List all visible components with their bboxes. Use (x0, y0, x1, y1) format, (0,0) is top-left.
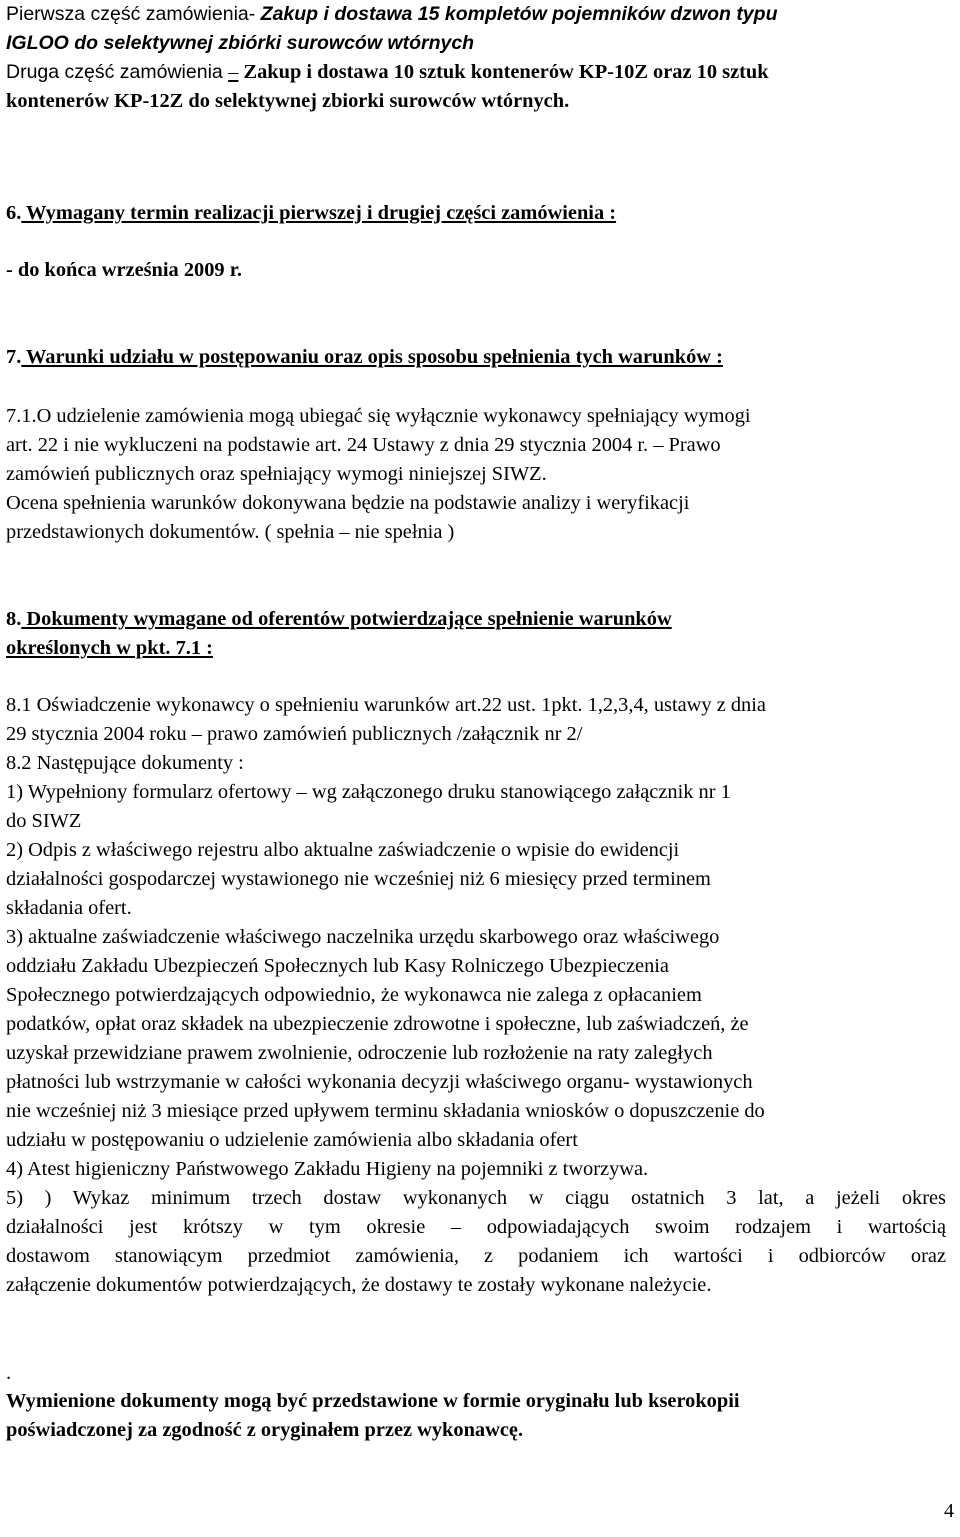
section8-heading-line-1 (6, 605, 946, 634)
item5-line: działalności jest krótszy w tym okresie – odpowiadających swoim rodzajem i wartością (6, 1216, 946, 1238)
section8-line: 8.2 Następujące dokumenty : (6, 752, 244, 774)
order-parts-header (6, 0, 946, 116)
item5-line: dostawom stanowiącym przedmiot zamówienia, z podaniem ich wartości i odbiorców oraz (6, 1245, 946, 1267)
section7-line: art. 22 i nie wykluczeni na podstawie art. 24 Ustawy z dnia 29 stycznia 2004 r. – Prawo (6, 434, 721, 456)
closing-note (6, 1387, 946, 1445)
part2-dash: – (228, 61, 239, 83)
section8-line: oddziału Zakładu Ubezpieczeń Społecznych lub Kasy Rolniczego Ubezpieczenia (6, 955, 669, 977)
section8-line: płatności lub wstrzymanie w całości wykonania decyzji właściwego organu- wystawionych (6, 1071, 753, 1093)
section8-number: 8. (6, 608, 22, 630)
page-number: 4 (944, 1500, 954, 1522)
section8-heading-line-2: określonych w pkt. 7.1 : (6, 637, 213, 659)
section8-heading (6, 605, 946, 663)
section8-line: 8.1 Oświadczenie wykonawcy o spełnieniu warunków art.22 ust. 1pkt. 1,2,3,4, ustawy z dnia (6, 694, 766, 716)
section8-line: działalności gospodarczej wystawionego nie wcześniej niż 6 miesięcy przed terminem (6, 868, 711, 890)
section6-heading (6, 199, 946, 228)
part1-line-1 (6, 0, 946, 29)
section8-body (6, 691, 946, 1300)
section8-line: udziału w postępowaniu o udzielenie zamówienia albo składania ofert (6, 1129, 578, 1151)
section7-number: 7. (6, 346, 22, 368)
item5-line: 5) ) Wykaz minimum trzech dostaw wykonanych w ciągu ostatnich 3 lat, a jeżeli okres (6, 1187, 946, 1209)
section8-line: do SIWZ (6, 810, 82, 832)
section8-line: 3) aktualne zaświadczenie właściwego naczelnika urzędu skarbowego oraz właściwego (6, 926, 720, 948)
item5-line: załączenie dokumentów potwierdzających, że dostawy te zostały wykonane należycie. (6, 1274, 712, 1296)
section6-deadline: - do końca września 2009 r. (6, 259, 243, 281)
section8-line: uzyskał przewidziane prawem zwolnienie, odroczenie lub rozłożenie na raty zaległych (6, 1042, 713, 1064)
section8-line: Społecznego potwierdzających odpowiednio, że wykonawca nie zalega z opłacaniem (6, 984, 702, 1006)
section8-line: 4) Atest higieniczny Państwowego Zakładu Higieny na pojemniki z tworzywa. (6, 1158, 649, 1180)
part2-label: Druga część zamówienia (6, 61, 229, 83)
section8-line: podatków, opłat oraz składek na ubezpieczenie zdrowotne i społeczne, lub zaświadczeń, że (6, 1013, 749, 1035)
section7-heading (6, 343, 946, 372)
closing-line-1: Wymienione dokumenty mogą być przedstawione w formie oryginału lub kserokopii (6, 1390, 740, 1412)
closing-line-2: poświadczonej za zgodność z oryginałem przez wykonawcę. (6, 1419, 524, 1441)
section8-line: 29 stycznia 2004 roku – prawo zamówień publicznych /załącznik nr 2/ (6, 723, 583, 745)
section8-line: 2) Odpis z właściwego rejestru albo aktualne zaświadczenie o wpisie do ewidencji (6, 839, 680, 861)
part1-label: Pierwsza część zamówienia- (6, 3, 256, 25)
section8-line: składania ofert. (6, 897, 132, 919)
part1-line-2 (6, 29, 946, 58)
section7-line: przedstawionych dokumentów. ( spełnia – nie spełnia ) (6, 521, 455, 543)
part1-title-a: Zakup i dostawa 15 kompletów pojemników dzwon typu (255, 3, 778, 25)
part2-title-a: Zakup i dostawa 10 sztuk (238, 61, 466, 83)
part2-title-b: kontenerów KP-10Z oraz 10 sztuk (465, 61, 769, 83)
part2-line-2: kontenerów KP-12Z do selektywnej zbiorki surowców wtórnych. (6, 90, 570, 112)
section7-body (6, 402, 946, 547)
section7-heading-text: Warunki udziału w postępowaniu oraz opis sposobu spełnienia tych warunków : (21, 346, 723, 368)
section6-number: 6. (6, 202, 22, 224)
section7-line: zamówień publicznych oraz spełniający wymogi niniejszej SIWZ. (6, 463, 547, 485)
section7-line: Ocena spełnienia warunków dokonywana będzie na podstawie analizy i weryfikacji (6, 492, 690, 514)
section8-line: 1) Wypełniony formularz ofertowy – wg załączonego druku stanowiącego załącznik nr 1 (6, 781, 731, 803)
section8-item5 (6, 1184, 946, 1300)
part1-title-b: IGLOO do selektywnej zbiórki surowców wtórnych (6, 32, 475, 54)
section7-line: 7.1.O udzielenie zamówienia mogą ubiegać się wyłącznie wykonawcy spełniający wymogi (6, 405, 751, 427)
part2-line-1 (6, 58, 946, 87)
section8-heading-a: Dokumenty wymagane od oferentów potwierdzające spełnienie warunków (21, 608, 672, 630)
closing-dot: . (6, 1362, 12, 1384)
section8-line: nie wcześniej niż 3 miesiące przed upływem terminu składania wniosków o dopuszczenie do (6, 1100, 765, 1122)
section6-heading-text: Wymagany termin realizacji pierwszej i drugiej części zamówienia : (21, 202, 617, 224)
